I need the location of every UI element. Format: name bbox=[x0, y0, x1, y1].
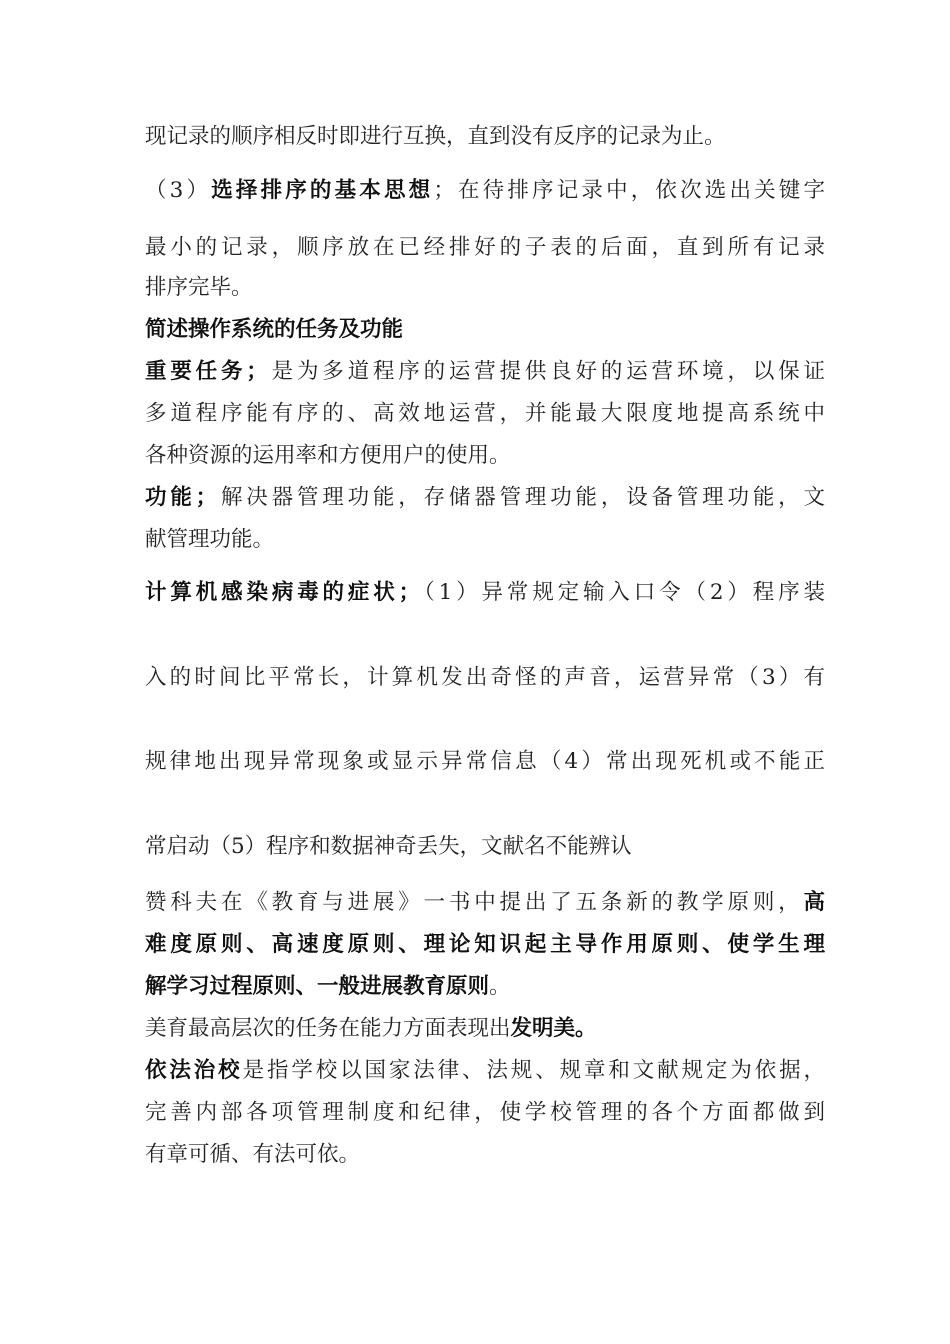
line-8: 各种资源的运用率和方便用户的使用。 bbox=[145, 443, 511, 468]
line-19: 依法治校是指学校以国家法律、法规、规章和文献规定为依据， bbox=[145, 1058, 825, 1083]
line-20: 完善内部各项管理制度和纪律，使学校管理的各个方面都做到 bbox=[145, 1100, 825, 1125]
line-2: （3）选择排序的基本思想；在待排序记录中，依次选出关键字 bbox=[145, 178, 825, 203]
line-14: 常启动（5）程序和数据神奇丢失，文献名不能辨认 bbox=[145, 834, 632, 859]
line-13: 规律地出现异常现象或显示异常信息（4）常出现死机或不能正 bbox=[145, 749, 825, 774]
line-10: 献管理功能。 bbox=[145, 527, 275, 552]
line-7: 多道程序能有序的、高效地运营，并能最大限度地提高系统中 bbox=[145, 401, 825, 426]
line-21: 有章可循、有法可依。 bbox=[145, 1142, 361, 1167]
line-11: 计算机感染病毒的症状；（1）异常规定输入口令（2）程序装 bbox=[145, 580, 825, 605]
heading-os-tasks: 简述操作系统的任务及功能 bbox=[145, 317, 404, 342]
line-16: 难度原则、高速度原则、理论知识起主导作用原则、使学生理 bbox=[145, 932, 825, 957]
line-4: 排序完毕。 bbox=[145, 275, 253, 300]
line-15: 赞科夫在《教育与进展》一书中提出了五条新的教学原则，高 bbox=[145, 890, 825, 915]
line-9: 功能；解决器管理功能，存储器管理功能，设备管理功能，文 bbox=[145, 485, 825, 510]
line-6: 重要任务；是为多道程序的运营提供良好的运营环境，以保证 bbox=[145, 359, 825, 384]
line-1: 现记录的顺序相反时即进行互换，直到没有反序的记录为止。 bbox=[145, 124, 726, 149]
line-18: 美育最高层次的任务在能力方面表现出发明美。 bbox=[145, 1016, 597, 1041]
line-12: 入的时间比平常长，计算机发出奇怪的声音，运营异常（3）有 bbox=[145, 665, 825, 690]
line-17: 解学习过程原则、一般进展教育原则。 bbox=[145, 974, 511, 999]
line-3: 最小的记录，顺序放在已经排好的子表的后面，直到所有记录 bbox=[145, 235, 825, 260]
